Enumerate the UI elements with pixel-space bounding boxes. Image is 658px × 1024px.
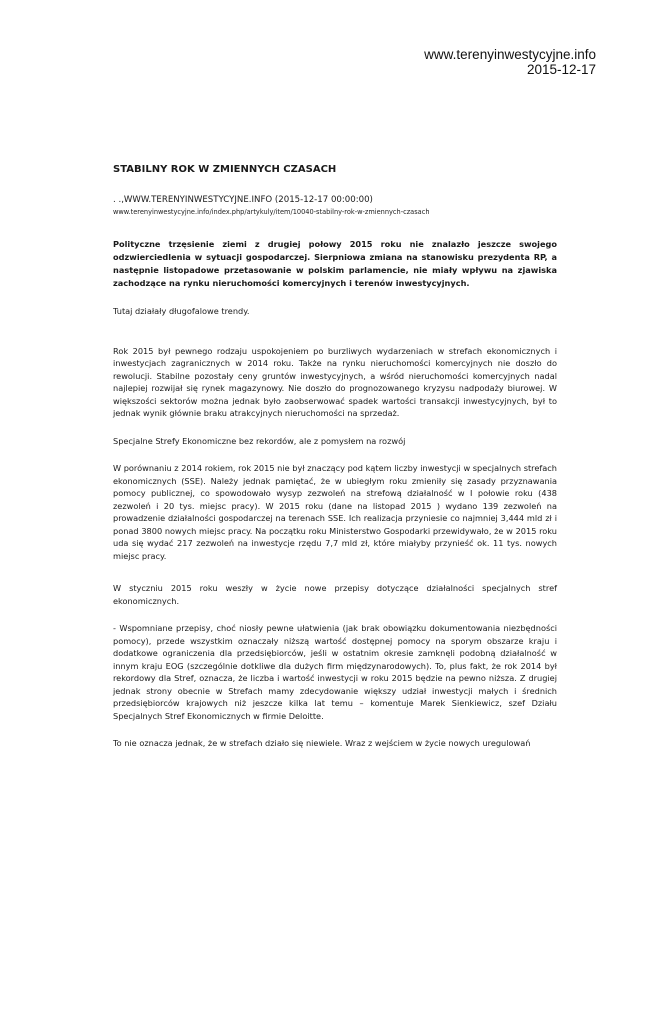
article-body xyxy=(113,163,557,758)
paragraph-1: Tutaj działały długofalowe trendy. xyxy=(113,306,250,316)
paragraph-5: W styczniu 2015 roku weszły w życie nowe przepisy dotyczące działalności specjalnych stref ekonomicznych. xyxy=(113,583,557,606)
paragraph-4: W porównaniu z 2014 rokiem, rok 2015 nie był znaczący pod kątem liczby inwestycji w specjalnych strefach ekonomicznych (SSE). Należy jednak pamiętać, że w ubiegłym roku zmieniły się zasady przyznawania pomocy publicznej, co spowodowało wysyp zezwoleń na strefową działalność w I połowie roku (438 zezwoleń i 20 tys. miejsc pracy). W 2015 roku (dane na listopad 2015 ) wydano 139 zezwoleń na prowadzenie działalności gospodarczej na terenach SSE. Ich realizacja przyniesie co najmniej 3,444 mld zł i ponad 3800 nowych miejsc pracy. Na początku roku Ministerstwo Gospodarki przewidywało, że w 2015 roku uda się wydać 217 zezwoleń na inwestycje rzędu 7,7 mld zł, które miałyby przynieść ok. 11 tys. nowych miejsc pracy. xyxy=(113,463,557,561)
site-url: www.terenyinwestycyjne.info xyxy=(424,47,596,62)
article-source: . .,WWW.TERENYINWESTYCYJNE.INFO (2015-12-17 00:00:00) xyxy=(113,195,373,205)
article-title: STABILNY ROK W ZMIENNYCH CZASACH xyxy=(113,164,337,175)
paragraph-6: - Wspomniane przepisy, choć niosły pewne ułatwienia (jak brak obowiązku dokumentowania niezbędności pomocy), przede wszystkim oznaczały niższą wartość dostępnej pomocy na sporym obszarze kraju i dodatkowe ograniczenia dla przedsiębiorców, jeśli w ostatnim okresie zamknęli podobną działalność w innym kraju EOG (szczególnie dotkliwe dla dużych firm międzynarodowych). To, plus fakt, że rok 2014 był rekordowy dla Stref, oznacza, że liczba i wartość inwestycji w roku 2015 będzie na pewno niższa. Z drugiej jednak strony obecnie w Strefach mamy zdecydowanie większy udział inwestycji małych i średnich przedsiębiorców krajowych niż jeszcze kilka lat temu – komentuje Marek Sienkiewicz, szef Działu Specjalnych Stref Ekonomicznych w firmie Deloitte. xyxy=(113,623,557,721)
paragraph-7: To nie oznacza jednak, że w strefach działo się niewiele. Wraz z wejściem w życie nowych uregulowań xyxy=(113,738,531,748)
article-url: www.terenyinwestycyjne.info/index.php/artykuly/item/10040-stabilny-rok-w-zmiennych-czasach xyxy=(113,208,430,216)
page-header xyxy=(424,47,596,77)
print-date: 2015-12-17 xyxy=(526,62,596,77)
article-lead: Polityczne trzęsienie ziemi z drugiej połowy 2015 roku nie znalazło jeszcze swojego odzwierciedlenia w sytuacji gospodarczej. Sierpniowa zmiana na stanowisku prezydenta RP, a następnie listopadowe przetasowanie w polskim parlamencie, nie miały wpływu na zjawiska zachodzące na rynku nieruchomości komercyjnych i terenów inwestycyjnych. xyxy=(113,239,557,288)
section-heading: Specjalne Strefy Ekonomiczne bez rekordów, ale z pomysłem na rozwój xyxy=(113,435,406,446)
paragraph-2: Rok 2015 był pewnego rodzaju uspokojeniem po burzliwych wydarzeniach w strefach ekonomicznych i inwestycjach zagranicznych w 2014 roku. Także na rynku nieruchomości komercyjnych nie doszło do rewolucji. Stabilne pozostały ceny gruntów inwestycyjnych, a wśród nieruchomości komercyjnych nadal najlepiej rozwijał się rynek magazynowy. Nie doszło do prognozowanego kryzysu nadpodaży biurowej. W większości sektorów można jednak było zaobserwować spadek wartości transakcji inwestycyjnych, był to jednak wynik głównie braku atrakcyjnych nieruchomości na sprzedaż. xyxy=(113,345,557,418)
